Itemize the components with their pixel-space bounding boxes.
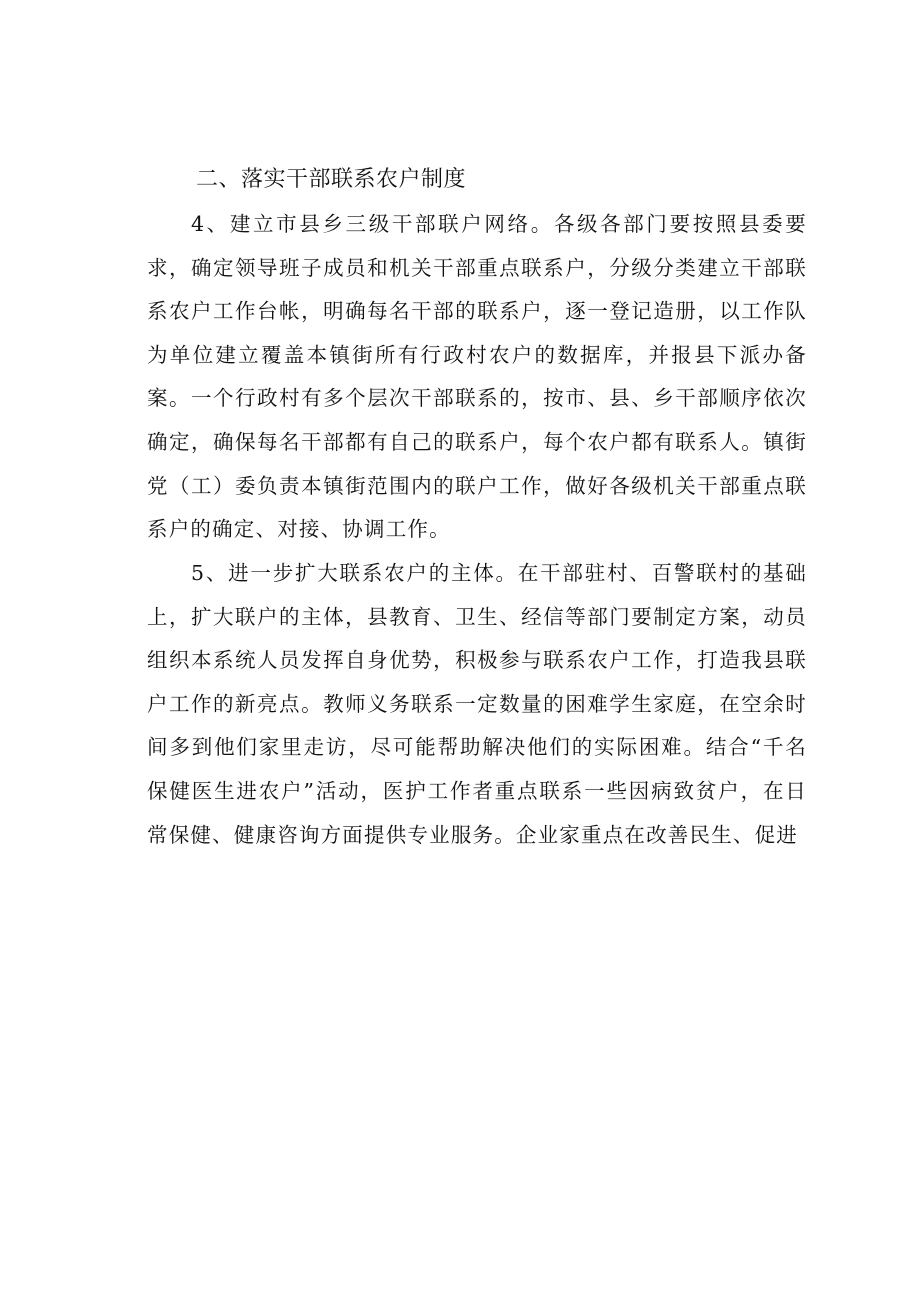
section-heading: 二、落实干部联系农户制度 [196, 167, 467, 192]
paragraph-item-5: 5、进一步扩大联系农户的主体。在干部驻村、百警联村的基础上，扩大联户的主体，县教育、卫生、经信等部门要制定方案，动员组织本系统人员发挥自身优势，积极参与联系农户工作，打造我县联户工作的新亮点。教师义务联系一定数量的困难学生家庭，在空余时间多到他们家里走访，尽可能帮助解决他们的实际困难。结合“千名保健医生进农户”活动，医护工作者重点联系一些因病致贫户，在日常保健、健康咨询方面提供专业服务。企业家重点在改善民生、促进 [147, 561, 807, 847]
paragraph-item-4: 4、建立市县乡三级干部联户网络。各级各部门要按照县委要求，确定领导班子成员和机关干部重点联系户，分级分类建立干部联系农户工作台帐，明确每名干部的联系户，逐一登记造册，以工作队为单位建立覆盖本镇街所有行政村农户的数据库，并报县下派办备案。一个行政村有多个层次干部联系的，按市、县、乡干部顺序依次确定，确保每名干部都有自己的联系户，每个农户都有联系人。镇街党（工）委负责本镇街范围内的联户工作，做好各级机关干部重点联系户的确定、对接、协调工作。 [147, 212, 807, 542]
